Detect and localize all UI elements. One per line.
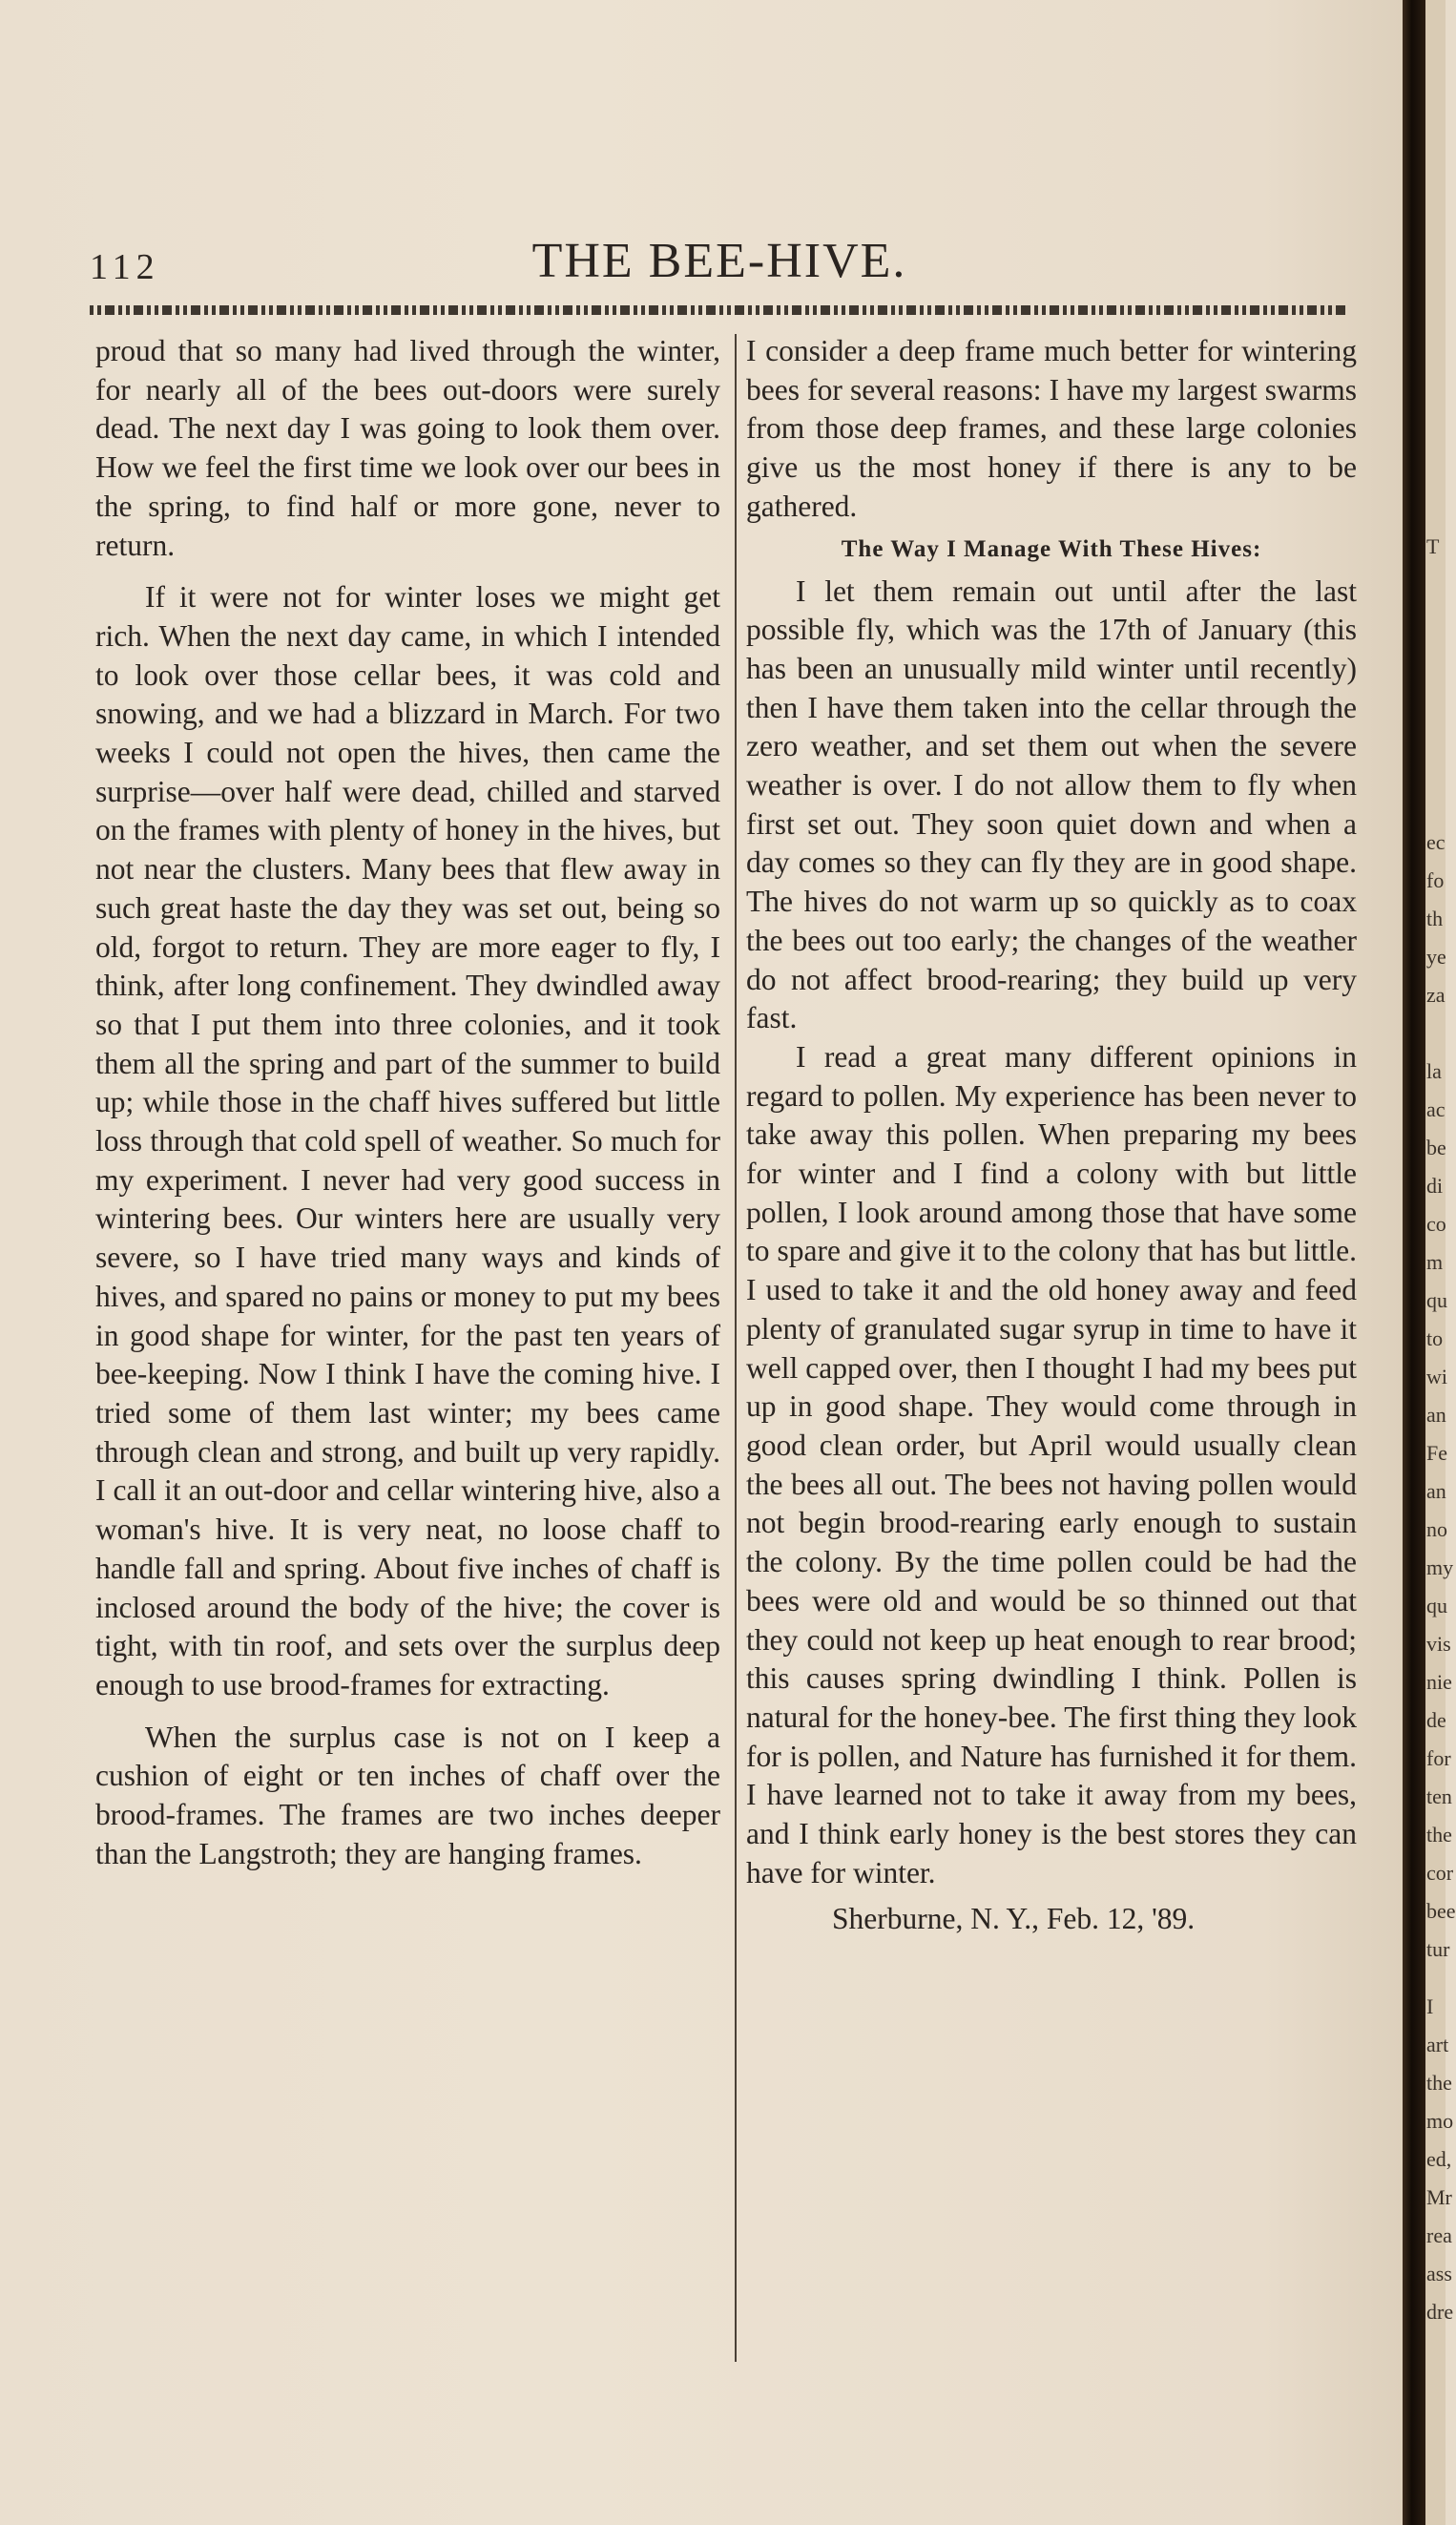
adjacent-page-fragment: T (1426, 534, 1440, 558)
adjacent-page-fragment: nie (1426, 1670, 1452, 1694)
adjacent-page-fragment: ass (1426, 2262, 1452, 2285)
section-subheading: The Way I Manage With These Hives: (841, 535, 1262, 562)
adjacent-page-fragment: qu (1426, 1288, 1447, 1312)
adjacent-page-fragment: la (1426, 1059, 1442, 1083)
adjacent-page-fragment: no (1426, 1517, 1447, 1541)
adjacent-page-fragment: an (1426, 1403, 1446, 1427)
adjacent-page-fragment: I (1426, 1994, 1434, 2018)
adjacent-page-fragment: be (1426, 1136, 1446, 1159)
adjacent-page-fragment: art (1426, 2033, 1449, 2056)
adjacent-page-fragments (1425, 0, 1456, 2525)
column-divider (735, 334, 737, 2362)
adjacent-page-fragment: co (1426, 1212, 1446, 1236)
paragraph: proud that so many had lived through the winter, for nearly all of the bees out-doors were surely dead. The next day I was going to look them over. How we feel the first time we look over our bees in the spring, to find half or more gone, never to return. (95, 334, 720, 562)
signoff: Sherburne, N. Y., Feb. 12, '89. (832, 1902, 1196, 1936)
adjacent-page-fragment: ec (1426, 830, 1446, 854)
book-gutter (1403, 0, 1425, 2525)
header-ornamental-rule (90, 305, 1349, 315)
adjacent-page-fragment: rea (1426, 2223, 1452, 2247)
adjacent-page-fragment: di (1426, 1174, 1444, 1198)
left-column (95, 332, 720, 1873)
adjacent-page-fragment: bee (1426, 1899, 1456, 1923)
paragraph: I let them remain out until after the last possible fly, which was the 17th of January (this has been an unusually mild winter until recently) then I have them taken into the cellar through the zero weather, and set them out when the severe weather is over. I do not allow them to fly when first set out. They soon quiet down and when a day comes so they can fly they are in good shape. The hives do not warm up so quickly as to coax the bees out too early; the changes of the weather do not affect brood-rearing; they build up very fast. (746, 574, 1357, 1035)
paragraph: When the surplus case is not on I keep a cushion of eight or ten inches of chaff over the brood-frames. The frames are two inches deeper than the Langstroth; they are hanging frames. (95, 1720, 720, 1870)
adjacent-page-fragment: ac (1426, 1097, 1446, 1121)
paragraph: I read a great many different opinions in regard to pollen. My experience has been never to take away this pollen. When preparing my bees for winter and I find a colony with but little pollen, I look around among those that have some to spare and give it to the colony that has but little. I used to take it and the old honey away and feed plenty of granulated sugar syrup in time to have it well capped over, then I thought I had my bees put up in good shape. They would come through in good clean order, but April would usually clean the bees all out. The bees not having pollen would not begin brood-rearing early enough to sustain the colony. By the time pollen could be had the bees were old and would be so thinned out that they could not keep up heat enough to rear brood; this causes spring dwindling I think. Pollen is natural for the honey-bee. The first thing they look for is pollen, and Nature has furnished it for them. I have learned not to take it away from my bees, and I think early honey is the best stores they can have for winter. (746, 1039, 1357, 1889)
adjacent-page-fragment: for (1426, 1746, 1451, 1770)
paragraph: I consider a deep frame much better for wintering bees for several reasons: I have my largest swarms from those deep frames, and these large colonies give us the most honey if there is any to be gathered. (746, 334, 1357, 523)
adjacent-page-fragment: an (1426, 1479, 1446, 1503)
page-number: 112 (90, 247, 160, 287)
adjacent-page-fragment: ye (1426, 945, 1446, 969)
adjacent-page-fragment: m (1426, 1250, 1444, 1274)
adjacent-page-fragment: th (1426, 907, 1444, 930)
adjacent-page-fragment: mo (1426, 2109, 1454, 2133)
adjacent-page-fragment: cor (1426, 1861, 1454, 1885)
adjacent-page-fragment: dre (1426, 2300, 1454, 2324)
adjacent-page-fragment: za (1426, 983, 1446, 1007)
adjacent-page-fragment: ten (1426, 1784, 1452, 1808)
adjacent-page-fragment: qu (1426, 1594, 1447, 1617)
adjacent-page-fragment: wi (1426, 1365, 1447, 1388)
adjacent-page-fragment: fo (1426, 868, 1445, 892)
right-column (746, 332, 1357, 1939)
adjacent-page-fragment: to (1426, 1326, 1444, 1350)
adjacent-page-fragment: Mr (1426, 2185, 1452, 2209)
adjacent-page-fragment: my (1426, 1555, 1454, 1579)
running-title: THE BEE-HIVE. (531, 234, 907, 288)
page-header (90, 229, 1349, 296)
adjacent-page-fragment: de (1426, 1708, 1446, 1732)
adjacent-page-fragment: the (1426, 2071, 1452, 2095)
adjacent-page-fragment: the (1426, 1823, 1452, 1847)
paragraph: If it were not for winter loses we might get rich. When the next day came, in which I intended to look over those cellar bees, it was cold and snowing, and we had a blizzard in March. For two weeks I could not open the hives, then came the surprise—over half were dead, chilled and starved on the frames with plenty of honey in the hives, but not near the clusters. Many bees that flew away in such great haste the day they was set out, being so old, forgot to return. They are more eager to fly, I think, after long confinement. They dwindled away so that I put them into three colonies, and it took them all the spring and part of the summer to build up; while those in the chaff hives suffered but little loss through that cold spell of weather. So much for my experiment. I never had very good success in wintering bees. Our winters here are usually very severe, so I have tried many ways and kinds of hives, and spared no pains or money to put my bees in good shape for winter, for the past ten years of bee-keeping. Now I think I have the coming hive. I tried some of them last winter; my bees came through clean and strong, and built up very rapidly. I call it an out-door and cellar wintering hive, also a woman's hive. It is very neat, no loose chaff to handle fall and spring. About five inches of chaff is inclosed around the body of the hive; the cover is tight, with tin roof, and sets over the surplus deep enough to use brood-frames for extracting. (95, 580, 720, 1701)
adjacent-page-fragment: tur (1426, 1937, 1450, 1961)
adjacent-page-fragment: ed, (1426, 2147, 1452, 2171)
adjacent-page-edge (1425, 0, 1456, 2525)
adjacent-page-fragment: vis (1426, 1632, 1451, 1656)
adjacent-page-fragment: Fe (1426, 1441, 1447, 1465)
